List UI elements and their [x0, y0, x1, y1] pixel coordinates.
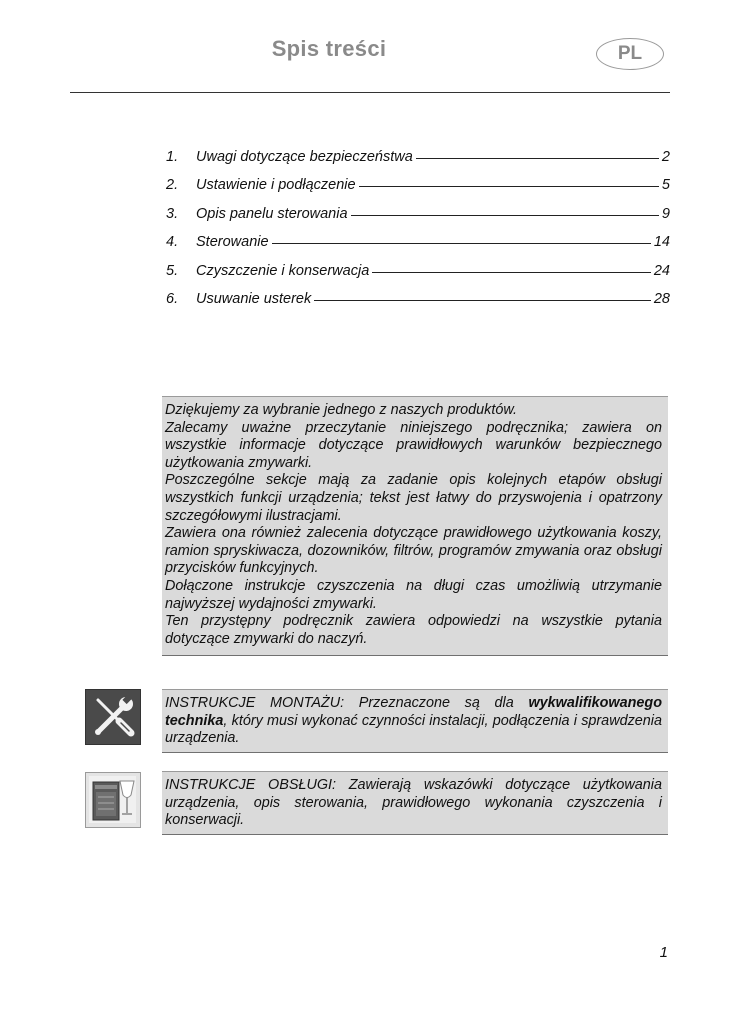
- toc-entry-page: 14: [653, 234, 670, 251]
- toc-entry-number: 3.: [166, 205, 179, 222]
- intro-paragraph: Dołączone instrukcje czyszczenia na długi czas umożliwią utrzymanie najwyższej wydajności zmywarki.: [165, 577, 662, 612]
- usage-note-box: [162, 771, 668, 835]
- toc-entry[interactable]: [166, 234, 672, 262]
- install-note-box: [162, 689, 668, 753]
- header-divider: [70, 92, 670, 93]
- toc-entry[interactable]: [166, 149, 672, 177]
- toc-entry-page: 2: [661, 149, 670, 165]
- usage-note-text: INSTRUKCJE OBSŁUGI: Zawierają wskazówki dotyczące użytkowania urządzenia, opis sterowania, prawidłowego wykonania czyszczenia i konserwacji.: [165, 777, 662, 829]
- intro-note-box: [162, 396, 668, 656]
- toc-entry-page: 28: [653, 290, 670, 307]
- toc-entry-title: Czyszczenie i konserwacja: [196, 262, 370, 279]
- toc-entry[interactable]: [166, 206, 672, 234]
- toc-entry-title: Opis panelu sterowania: [196, 205, 348, 222]
- toc-entry-page: 24: [653, 262, 670, 279]
- toc-leader-line: [359, 186, 659, 187]
- toc-entry-title: Sterowanie: [196, 234, 269, 251]
- toc-leader-line: [351, 215, 659, 216]
- toc-entry-title: Uwagi dotyczące bezpieczeństwa: [196, 149, 413, 165]
- table-of-contents: [166, 149, 672, 319]
- toc-entry[interactable]: [166, 177, 672, 205]
- page-number: 1: [659, 944, 668, 961]
- intro-paragraph: Zawiera ona również zalecenia dotyczące prawidłowego użytkowania koszy, ramion spryskiwacza, dozowników, filtrów, programów zmywania oraz obsługi przycisków funkcyjnych.: [165, 525, 662, 577]
- toc-leader-line: [314, 300, 651, 301]
- install-note-text-end: , który musi wykonać czynności instalacji, podłączenia i sprawdzenia urządzenia.: [165, 712, 662, 747]
- toc-leader-line: [372, 272, 651, 273]
- toc-leader-line: [416, 158, 659, 159]
- toc-entry-number: 1.: [166, 149, 179, 165]
- toc-leader-line: [272, 243, 651, 244]
- toc-entry[interactable]: [166, 263, 672, 291]
- toc-entry-number: 6.: [166, 290, 179, 307]
- install-note-emphasis: wykwalifikowanego technika: [165, 695, 662, 729]
- toc-entry-title: Ustawienie i podłączenie: [196, 177, 356, 194]
- toc-entry-number: 2.: [166, 177, 179, 194]
- language-badge: PL: [596, 38, 664, 70]
- tools-icon: [85, 689, 141, 745]
- intro-paragraph: Dziękujemy za wybranie jednego z naszych produktów.: [165, 402, 517, 418]
- dishwasher-icon: [85, 772, 141, 828]
- toc-entry-page: 5: [661, 177, 670, 194]
- page-title: Spis treści: [271, 36, 387, 61]
- intro-paragraph: Poszczególne sekcje mają za zadanie opis kolejnych etapów obsługi wszystkich funkcji urządzenia; tekst jest łatwy do przyswojenia i opatrzony szczegółowymi ilustracjami.: [165, 472, 662, 524]
- install-note-text: INSTRUKCJE MONTAŻU: Przeznaczone są dla: [165, 695, 529, 711]
- toc-entry[interactable]: [166, 291, 672, 319]
- toc-entry-page: 9: [661, 205, 670, 222]
- toc-entry-number: 4.: [166, 234, 179, 251]
- toc-entry-number: 5.: [166, 262, 179, 279]
- intro-paragraph: Ten przystępny podręcznik zawiera odpowiedzi na wszystkie pytania dotyczące zmywarki do naczyń.: [165, 613, 662, 647]
- toc-entry-title: Usuwanie usterek: [196, 290, 312, 307]
- intro-paragraph: Zalecamy uważne przeczytanie niniejszego podręcznika; zawiera on wszystkie informacje dotyczące prawidłowych warunków bezpiecznego użytkowania zmywarki.: [165, 419, 662, 471]
